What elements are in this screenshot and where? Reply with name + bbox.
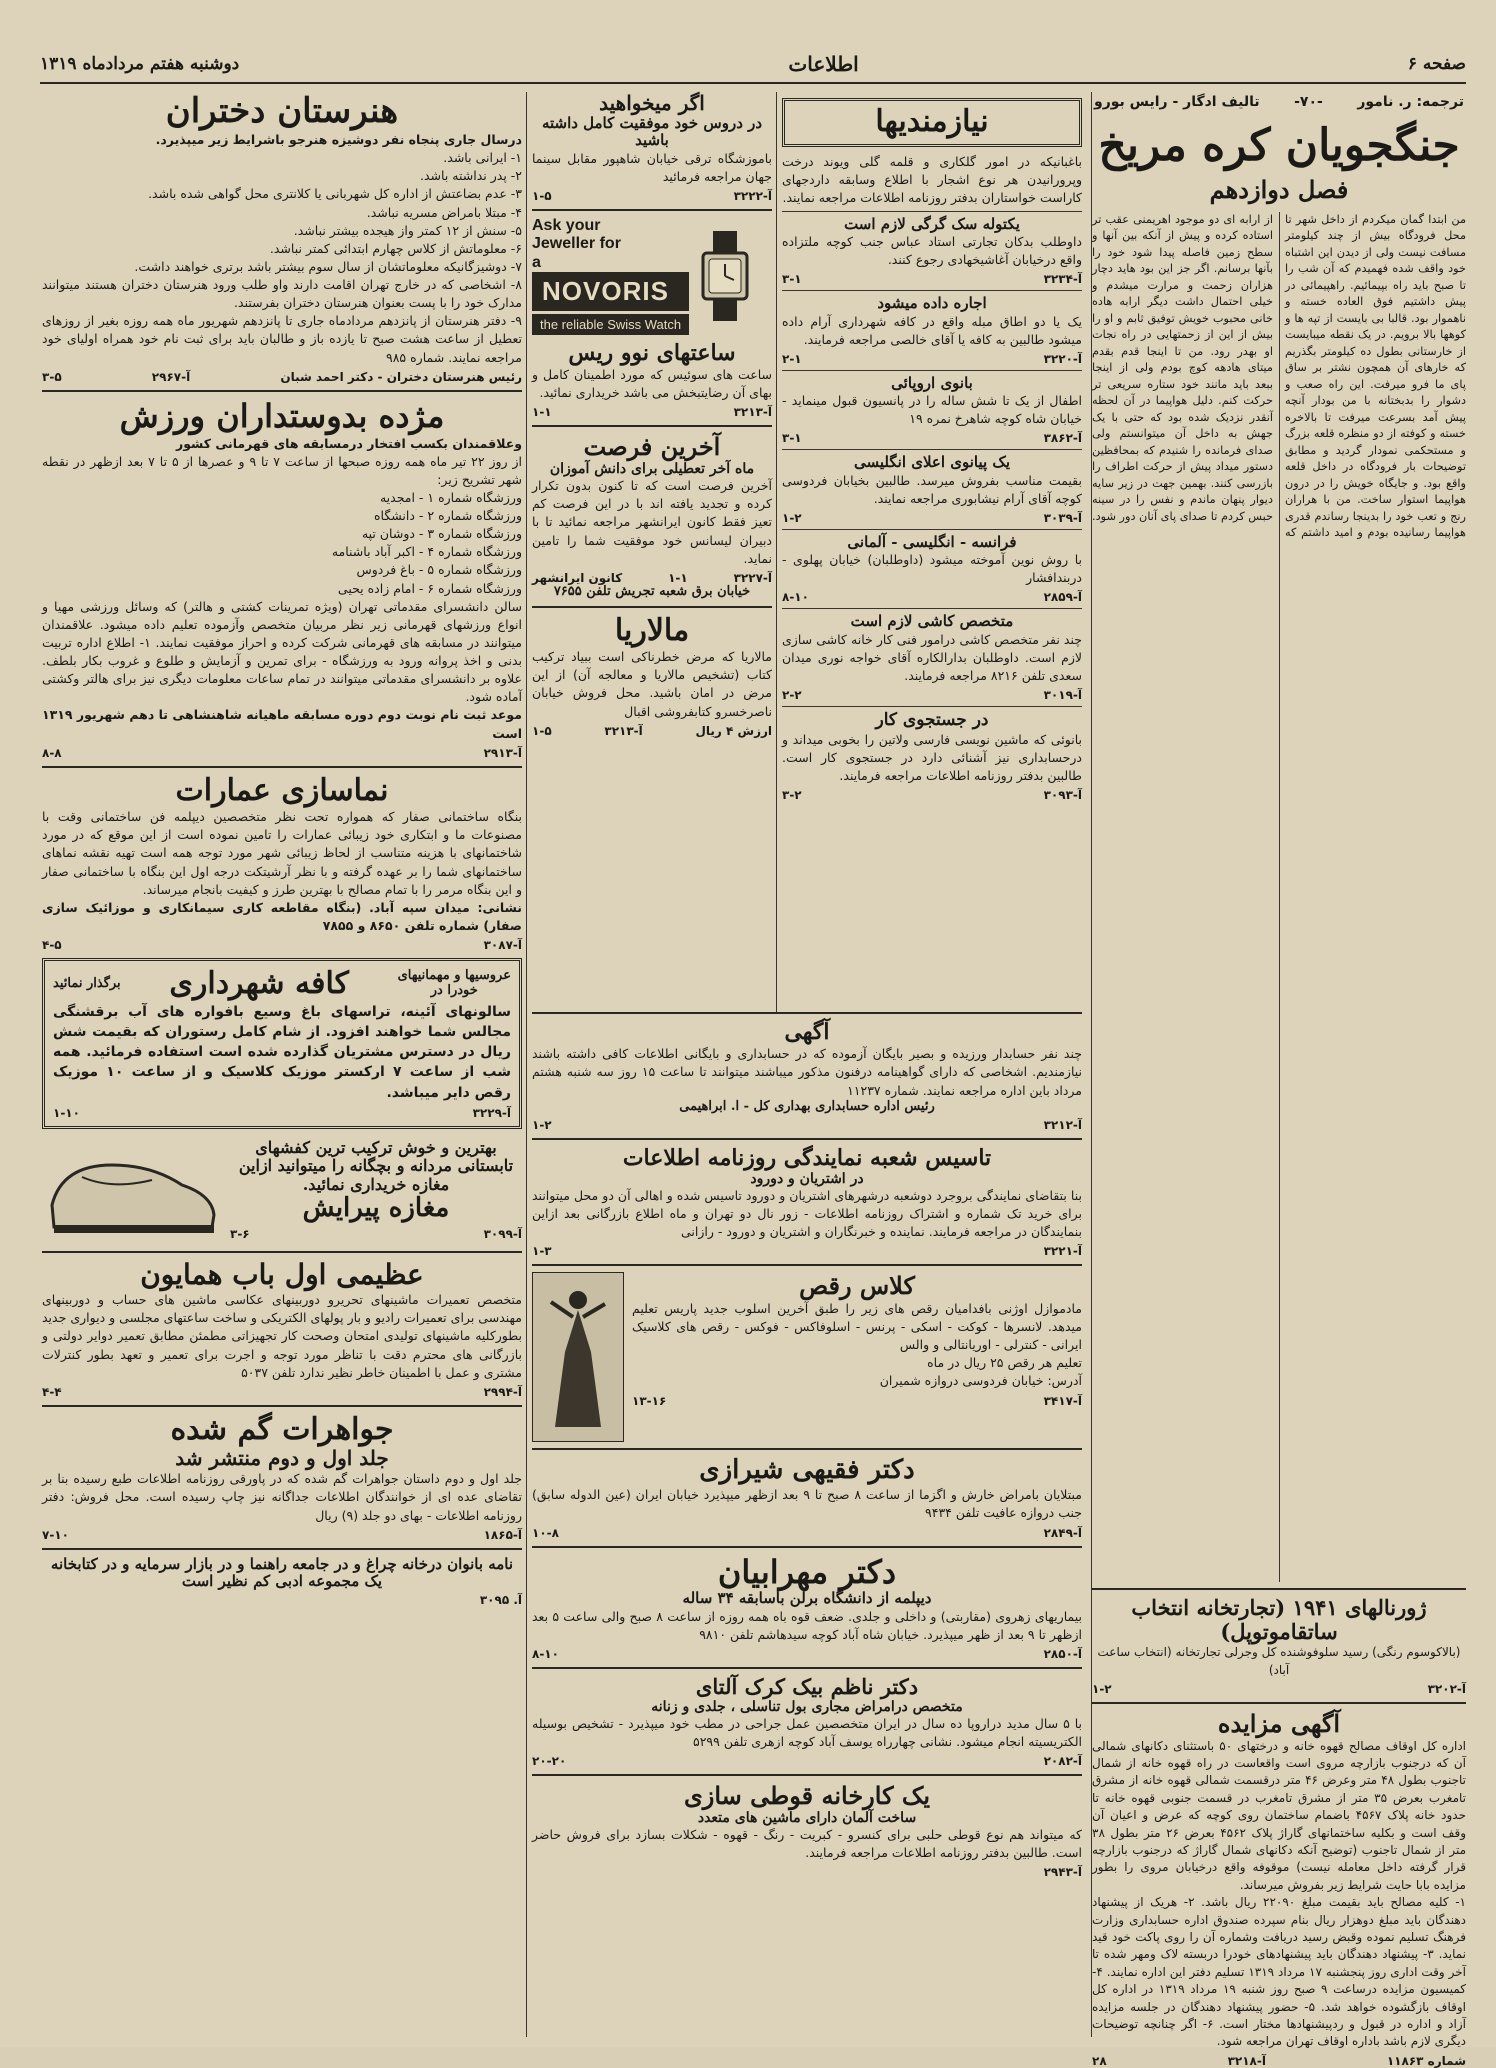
serial-author: تالیف ادگار - رایس بورو: [1094, 94, 1260, 110]
ad-code: آ-۳۰۸۷: [483, 938, 522, 953]
honar-title: هنرستان دختران: [165, 91, 399, 131]
classified-item: اطفال از یک تا شش ساله را در پانسیون قبول مینماید - خیابان شاه کوچه شاهرخ نمره ۱۹: [782, 393, 1082, 427]
ad-code: آ-۲۸۵۹: [1043, 590, 1082, 605]
watch-tagline: the reliable Swiss Watch: [532, 314, 689, 335]
dance-class-ad: [532, 1272, 1082, 1442]
dancer-illustration: [532, 1272, 624, 1442]
list-item: ورزشگاه شماره ۴ - اکبر آباد باشنامه: [331, 544, 522, 560]
varzesh-venues: [42, 489, 522, 598]
forsat-body: آخرین فرصت است که تا کنون بدون تکرار کرده و تجدید یافته اند با در این فرصت کم تعیز فقط کانون ایرانشهر مراجعه نمائید تا با دبیران لیسانس خود موفقیت شما را تامین نماید.: [532, 478, 772, 566]
ad-ref: ۴-۵: [42, 938, 62, 953]
tasis-title: تاسیس شعبه نمایندگی روزنامه اطلاعات: [622, 1144, 992, 1171]
varzesh-body: از روز ۲۲ تیر ماه همه روزه صبحها از ساعت ۷ تا ۹ و عصرها از ۵ تا ۷ بعد ازظهر در نقطه شهر تشریح زیر:: [42, 453, 522, 487]
list-item: ورزشگاه شماره ۶ - امام زاده یحیی: [337, 580, 522, 596]
mehrabian-title: دکتر مهرابیان: [717, 1552, 897, 1591]
agar-sub: در دروس خود موفقیت کامل داشته باشید: [541, 114, 763, 150]
ad-code: آ-۳۰۹۳: [1043, 787, 1082, 802]
niaz-header: [782, 98, 1082, 147]
issue-date: دوشنبه هفتم مردادماه ۱۳۱۹: [40, 54, 240, 74]
ad-ref: ۳-۱: [782, 431, 802, 446]
classified-title: یک پیانوی اعلای انگلیسی: [853, 453, 1010, 472]
nazem-title: دکتر ناظم بیک کرک آلتای: [695, 1673, 919, 1699]
classified-item: یک یا دو اطاق مبله واقع در کافه شهرداری آرام داده میشود طالبین به کافه یا آقای خالصی مراجعه فرمایند.: [782, 313, 1082, 347]
ad-code: آ-۳۲۱۸: [1227, 2053, 1266, 2068]
ad-ref: ۱-۵: [532, 188, 552, 203]
zoornaal-sub: (بالاکوسوم رنگی) رسید سلوفوشنده کل وجرلی تجارتخانه (انتخاب ساعت آباد): [1097, 1645, 1461, 1677]
classifieds-column: [782, 92, 1082, 1012]
column-rule: [526, 92, 527, 2037]
ad-code: آ-۳۲۰۲: [1427, 1682, 1466, 1697]
ad-ref: ۱-۲: [782, 510, 802, 525]
novoris-watch-ad: [532, 217, 772, 335]
nama-address: نشانی: میدان سپه آباد. (بنگاه مقاطعه کاری سیمانکاری و موزائیک سازی صفار) شماره تلفن ۸۶۵۰ و ۷۸۵۵: [42, 899, 522, 933]
watch-ask: Jeweller for: [532, 235, 621, 253]
watch-a: a: [532, 253, 541, 271]
forsat-name: کانون ایرانشهر: [532, 570, 623, 585]
javaher-sub: جلد اول و دوم منتشر شد: [175, 1446, 389, 1471]
malaria-title: مالاریا: [614, 612, 690, 648]
middle-ads: [532, 1012, 1082, 2037]
novoris-body: ساعت های سوئیس که مورد اطمینان کامل و بهای آن رضایتبخش می باشد خریداری نمائید.: [532, 367, 772, 401]
raghs-title: کلاس رقص: [799, 1271, 915, 1301]
classified-title: یکتوله سک گرگی لازم است: [844, 214, 1020, 233]
masthead: [40, 46, 1466, 84]
tasis-sub: در اشتریان و دورود: [750, 1170, 864, 1187]
ad-ref: ۲۰-۲۰: [532, 1754, 567, 1769]
agar-body: باموزشگاه ترقی خیابان شاهپور مقابل سینما جهان مراجعه فرمائید: [532, 150, 772, 184]
nama-body: بنگاه ساختمانی صفار که همواره تحت نظر متخصصین دیپلمه فن ساختمانی وقت با مصنوعات ما و ابتکاری خود زیبائی عمارات را تامین نموده است از این موقع که در مورد شاختمانهای با هزینه متناسب از لحاظ زیبائی شهر مورد توجه همه است تهیه نقشه نماهای ساختمانهای شما را بر عهده گرفته و با نظر آرشیتکت درجه اول این بنگاه با ساختمانی صفار و این بنگاه مرمر را با تمام مصالح با بهترین طرز و کیفیت بانجام میرساند.: [42, 809, 522, 897]
mehrabian-sub: دیپلمه از دانشگاه برلن باسابقه ۳۴ ساله: [682, 1589, 932, 1608]
ad-code: آ-۳۴۱۷: [1043, 1393, 1082, 1408]
ad-ref: ۳-۱: [782, 272, 802, 287]
ad-code: آ-۳۲۱۳: [604, 723, 643, 738]
ads-column-left: [42, 92, 522, 2037]
ad-code: آ-۲۹۶۷: [151, 369, 191, 384]
javaher-title: جواهرات گم شده: [170, 1411, 394, 1447]
ad-ref: ۱-۲: [532, 1117, 552, 1132]
zoornaal-title: ژورنالهای ۱۹۴۱ (تجارتخانه انتخاب ساتقاموتوپل): [1131, 1595, 1427, 1645]
mehrabian-body: بیماریهای زهروی (مقاربتی) و داخلی و جلدی. ضعف قوه باه همه روزه از ساعت ۸ صبح والی ساعت ۵ بعد ازظهر تا ۹ بعد از ظهر میپذیرد. خیابان شاه آباد کوچه سیدهاشم تلفن ۹۸۱۰: [532, 1608, 1082, 1642]
zoornaal-ad: [1092, 1596, 1466, 1696]
shoe-title: بهترین و خوش ترکیب ترین کفشهای تابستانی مردانه و بچگانه را میتوانید ازاین مغازه خریداری نمائید.: [238, 1137, 514, 1194]
ad-code: آ-۲۹۹۴: [483, 1384, 522, 1399]
malaria-price: ارزش ۴ ریال: [695, 723, 772, 738]
varzesh-title: مژده بدوستداران ورزش: [119, 396, 445, 435]
watch-ask: Ask your: [532, 216, 601, 234]
ad-code: آ-۳۰۳۹: [1043, 510, 1082, 525]
honar-sign: رئیس هنرستان دختران - دکتر احمد شبان: [280, 369, 522, 384]
ad-code: آ-۳۲۲۹: [472, 1106, 511, 1120]
ad-code: آ-۲۹۴۳: [1043, 1865, 1082, 1880]
list-item: ورزشگاه شماره ۵ - باغ فردوس: [356, 562, 522, 578]
ad-code: آ-۳۰۱۹: [1043, 688, 1082, 702]
raghs-body: مادموازل اوژنی بافدامیان رقص های زیر را طبق آخرین اسلوب جدید پاریس تعلیم میدهد. لانسرها - کوکت - اسکی - پرنس - اسلوفاکس - فوکس - رقص های کلاسیک ایرانی - کنترلی - اوریانتالی و والس: [632, 1300, 1082, 1353]
ad-code: آ-۳۸۶۲: [1043, 431, 1082, 446]
bottom-text: نامه بانوان درخانه چراغ و در جامعه راهنما و در بازار سرمایه و در کتابخانه یک مجموعه ادبی کم نظیر است: [50, 1554, 514, 1590]
novoris-title: ساعتهای نوو ریس: [568, 339, 736, 366]
ad-ref: ۱-۵: [532, 723, 552, 738]
list-item: ۳- عدم بضاعتش از اداره کل شهربانی یا کلانتری محل گواهی شده باشد.: [148, 186, 522, 202]
list-item: ۸- اشخاصی که در خارج تهران اقامت دارند واو طلب ورود هنرستان دختران هستند میتوانند مدارک خود را با پست بعنوان هنرستان دختران بفرستند.: [42, 277, 522, 311]
ad-ref: ۱-۱۰: [53, 1106, 80, 1120]
ad-code: آ-۳۲۲۰: [1043, 351, 1082, 366]
list-item: ورزشگاه شماره ۱ - امجدیه: [379, 489, 522, 505]
ad-ref: ۳-۲: [782, 787, 802, 802]
ad-code: آ-۲۸۵۰: [1043, 1646, 1082, 1661]
gooti-body: که میتواند هم نوع قوطی حلبی برای کنسرو - کبریت - رنگ - قهوه - شکلات بسازد برای فروش حاضر است. طالبین بدفتر روزنامه اطلاعات مراجعه فرمایند.: [532, 1826, 1082, 1861]
honar-sub: درسال جاری پنجاه نفر دوشیزه هنرجو باشرایط زیر میپذیرد.: [155, 132, 522, 148]
dancer-icon: [543, 1282, 613, 1432]
gooti-title: یک کارخانه قوطی سازی: [683, 1781, 931, 1811]
shirazi-title: دکتر فقیهی شیرازی: [699, 1455, 915, 1486]
shoe-icon: [42, 1135, 222, 1245]
ad-code: آ. ۳۰۹۵: [479, 1593, 522, 1608]
azimi-title: عظیمی اول باب همایون: [140, 1258, 424, 1291]
nazem-body: با ۵ سال مدید دراروپا ده سال در ایران متخصصین عمل جراحی در مطب خود میپذیرد - تشخیص بوسیله الکتریسیته انجام میشود. نشانی چهارراه یوسف آباد کوچه ازهری تلفن ۵۲۹۹: [532, 1716, 1083, 1750]
ad-code: آ-۲۹۱۳: [483, 745, 522, 760]
honar-conditions: [42, 149, 522, 367]
forsat-address: خیابان برق شعبه تجریش تلفن ۷۶۵۵: [553, 583, 751, 599]
classified-item: با روش نوین آموخته میشود (داوطلبان) خیابان پهلوی - دربندافشار: [782, 552, 1082, 586]
mozayede-items: ۱- کلیه مصالح باید بقیمت مبلغ ۲۲۰۹۰ ریال باشد. ۲- هریک از پیشنهاد دهندگان باید مبلغ دوهزار ریال بنام سپرده صندوق اداره حسابداری وزارت فرهنگ تسلیم نموده وقبض رسید دریافت وشماره آن را روی پاکت خود قید نماید. ۳- پیشنهاد دهندگان باید پیشنهادهای خودرا دربسته لاک ومهر شده تا آخر وقت اداری روز پنجشنبه ۱۷ مرداد ۱۳۱۹ تسلیم دفتر این اداره نمایند. ۴- کمیسیون مزایده درساعت ۹ صبح روز شنبه ۱۹ مرداد ۱۳۱۹ در اداره کل اوقاف بازگشوده خواهد شد. ۵- حضور پیشنهاد دهندگان در جلسه مزایده آزاد و اداره در قبول و ردپیشنهادها مختار است. ۶- اگر چنانچه توضیحات دیگری لازم باشد باداره اوقاف تهران مراجعه شود.: [1092, 1895, 1467, 2049]
agahi-body: چند نفر حسابدار ورزیده و بصیر بایگان آزموده که در حسابداری و بایگانی اطلاعات کافی داشته باشند نیازمندیم. اشخاصی که دارای گواهینامه درفنون مذکور میباشند میتوانند تا ساعت ۱۵ روز سه شنبه هشتم مرداد باین اداره مراجعه نمایند. شماره ۱۱۲۳۷: [532, 1046, 1083, 1098]
forsat-title: آخرین فرصت: [583, 432, 721, 462]
ad-code: آ-۲۰۸۲: [1043, 1754, 1082, 1769]
classified-title: فرانسه - انگلیسی - آلمانی: [847, 532, 1017, 551]
ad-ref: ۳-۶: [230, 1227, 250, 1242]
shirazi-body: مبتلایان بامراض خارش و اگزما از ساعت ۸ صبح تا ۹ بعد ازظهر میپذیرد خیابان ایران (عین الدوله سابق) جنب دروازه عافیت تلفن ۹۴۳۴: [532, 1487, 1082, 1521]
mozayede-ad: [1092, 1710, 1466, 2068]
tasis-body: بنا بتقاضای نمایندگی بروجرد دوشعبه درشهرهای اشتریان و دورود تاسیس شده و اهالی آن دو محل میتوانند برای خرید تک شماره و اشتراک روزنامه اطلاعات - زور نال دو تهران و ماه اطلاع بازرگانی بعد ازاین بنمایندگان در مراجعه فرمایند. نماینده و خبرنگاران و اشتریان و دورود - رازانی: [532, 1188, 1082, 1240]
ad-ref: ۲-۱: [782, 351, 802, 366]
gooti-sub: ساخت آلمان دارای ماشین های متعدد: [697, 1809, 917, 1826]
classified-item: داوطلب بدکان تجارتی استاد عباس جنب کوچه ملتزاده واقع درخیابان آغاشیخهادی رجوع کنند.: [782, 234, 1082, 268]
ad-ref: ۸-۱۰: [782, 590, 809, 605]
kafe-side: عروسیها و مهمانیهای: [397, 968, 511, 984]
ad-code: آ-۱۸۶۵: [483, 1527, 522, 1542]
ad-number: شماره ۱۱۸۶۳: [1386, 2053, 1466, 2068]
kafe-body: سالونهای آئینه، تراسهای باغ وسیع بافواره های آب برقشنگی مجالس شما خواهند افزود. از شام کامل رستوران که بقیمت شش ریال در دسترس مشتریان گذارده شده است استفاده فرمائید. همه شب از ساعت ۷ ارکستر موزیک کلاسیک و از ساعت ۱۰ موزیک رقص دایر میباشد.: [53, 1003, 511, 1101]
list-item: ۴- مبتلا بامراض مسریه نباشد.: [366, 204, 522, 220]
list-item: ۷- دوشیزگانیکه معلوماتشان از سال سوم بیشتر باشد برتری خواهند داشت.: [134, 258, 522, 274]
shoe-shop: مغازه پیرایش: [302, 1193, 450, 1224]
ads-column-narrow: [532, 92, 772, 1012]
list-item: ورزشگاه شماره ۲ - دانشگاه: [374, 508, 522, 524]
page-number: صفحه ۶: [1407, 54, 1466, 74]
serial-number: -۷۰-: [1294, 94, 1323, 110]
forsat-sub: ماه آخر تعطیلی برای دانش آموزان: [549, 461, 755, 478]
ad-code: آ-۳۲۲۷: [733, 570, 772, 585]
serial-translator: ترجمه: ر. نامور: [1357, 94, 1464, 110]
ad-ref: ۱۳-۱۶: [632, 1393, 667, 1408]
classified-item: چند نفر متخصص کاشی درامور فنی کار خانه کاشی سازی لازم است. داوطلبان بدارالکاره آقای خواجه نوری میدان سعدی تلفن ۸۲۱۶ مراجعه فرمایند.: [782, 631, 1082, 683]
ad-ref: ۷-۱۰: [42, 1527, 69, 1542]
classified-item: بانوئی که ماشین نویسی فارسی ولاتین را بخوبی میداند و درحسابداری نیز آشنائی دارد در جستجوی کار است. طالبین بدفتر روزنامه اطلاعات مراجعه فرمایند.: [782, 731, 1082, 783]
serial-title: جنگجویان کره مریخ: [1098, 120, 1460, 171]
ad-ref: ۱-۱: [532, 405, 552, 420]
mozayede-title: آگهی مزایده: [1217, 1709, 1341, 1739]
kafe-side: خودرا در: [430, 983, 478, 999]
kafe-side: برگذار نمائید: [53, 975, 121, 991]
ad-ref: ۴-۴: [42, 1384, 62, 1399]
nazem-sub: متخصص درامراض مجاری بول تناسلی ، جلدی و زنانه: [651, 1698, 963, 1715]
list-item: ۹- دفتر هنرستان از پانزدهم مردادماه جاری تا پانزدهم شهریور ماه همه روزه بغیر از روزهای تعطیل از ساعت هشت صبح تا یازده باز و طالبان باید برای ثبت نام خود همراه اولیای خود مراجعه نمایند. شماره ۹۸۵: [42, 313, 522, 365]
niaz-title: نیازمندیها: [875, 104, 989, 139]
azimi-body: متخصص تعمیرات ماشینهای تحریرو دوربینهای عکاسی ماشین های حساب و دوربینهای مهندسی برای تعمیرات رادیو و بار پولهای الکتریکی و ساخت ساعتهای مجلسی و دیواری جدید بطورکلیه ماشینهای تولیدی امتحان وصحت کار تجهیزاتی مطمئن مطابق تعمیر دوایر دولتی و بازرگانی های محترم دقت با تناظر مورد توجه و اجرت برای تعمیر و تعهد بطور کنترلات مشتری و عمل با اطمینان خاطر نظیر ندارد تلفن ۵۰۳۷: [42, 1292, 522, 1380]
classified-title: اجاره داده میشود: [877, 294, 987, 313]
varzesh-sub: وعلاقمندان بکسب افتخار درمسابقه های قهرمانی کشور: [176, 435, 522, 451]
classified-title: بانوی اروپائی: [891, 373, 973, 392]
classified-title: در جستجوی کار: [875, 710, 989, 730]
serial-column: [1092, 92, 1467, 2068]
classified-title: متخصص کاشی لازم است: [850, 612, 1014, 631]
ad-code: آ-۳۲۲۱: [1043, 1244, 1082, 1259]
ad-code: آ-۳۲۳۴: [1043, 272, 1082, 287]
nama-title: نماسازی عمارات: [175, 772, 389, 808]
mozayede-body: اداره کل اوقاف مصالح قهوه خانه و درختهای ۵۰ باستثنای دکانهای شمالی آن که درجنوب بازارچه مروی است واقعاست در راه قهوه خانه از شمال تاجنوب بطول ۴۸ متر وعرض ۴۶ متر درقسمت شمالی قهوه خانه از مشرق تامغرب بعرض ۳۵ متر از مشرق تامغرب در قسمت جنوبی قهوه خانه تا حدود خانه پلاک ۴۵۶۷ باضمام ساختمان روی کوچه که عرض و اعیان آن وقف است و بکلیه ساختمانهای گاراژ پلاک ۴۵۶۲ بعرض ۲۶ متر بطول ۳۸ متر از شمال تاجنوب (توضیح آنکه دکانهای شمال گاراژ که درجنوب بازارچه قرار گرفته داخل معامله نیست) موقوفه واقع درخیابان مروی را بطور مزایده بابا حایت شرایط زیر بفروش میرساند.: [1092, 1738, 1467, 1892]
ad-ref: ۲۸: [1092, 2053, 1107, 2068]
ad-ref: ۸-۸: [42, 745, 62, 760]
malaria-body: مالاریا که مرض خطرناکی است ببیاد ترکیب کتاب (تشخیص مالاریا و معالجه آن) از این مرض در امان باشید. محل فروش خیابان ناصرخسرو کتابفروشی اقبال: [532, 649, 772, 719]
raghs-address: آدرس: خیابان فردوسی دروازه شمیران: [879, 1373, 1082, 1389]
ad-ref: ۸-۱۰: [532, 1646, 559, 1661]
serial-text: من ابتدا گمان میکردم از داخل شهر تا محل فرودگاه بیش از چند کیلومتر مسافت نیست ولی از دیدن این اشتباه خود واقف شده فهمیدم که آن شب را تا صبح باید راه بپیمائیم. راهپیمائی در پیش داشتیم فوق العاده خسته و ناهموار بود. قالبا بی بایست از تپه ها و کوهها بالا برویم. در یک نقطه میبایست از خارستانی بطول ده کیلومتر بگذریم که خارهای آن همچون نشتر بر ساق پای ما فرو میرفت. این راه صعب و دشوار را بدبختانه با من بودار آنچه پیش آمد بسرعت میرفت تا بالاخره خسته و کوفته از دو منظره قلعه بزرگ و مستحکمی نمودار گردید و مطابق توضیحات بار فرودگاه در داخل قلعه واقع بود. و جایگاه خویش را در درون هواپیما استوار ساخت. من با هراران رنج و تعب خود را بدینجا رساندم قدری هواپیما رسانیده بودم و امید داشتم که از ارابه ای دو موجود اهریمنی عقب تر استاده کرده و پیش از آنکه بین آنها و سطح زمین فاصله پیدا شود خود را بآنها برسانم. اگر جز این بود هاید دچار هزاران زحمت و مرارت میشدم و خیلی احتمال داشت دیگر ارابه هاده خانی محبوب خویش توفیق ثابم و او را بیش از این از زحمتهایی در راه نجات او بهدر رود. من تا اینجا قدم بقدم میتای هادهه کوچ بودم ولی از اینجا ببعد باید مانند خود ستاره سریعی تر حرکت کنم. دلیل هواپیما در آن لحظه آنقدر نزدیک شده بود که حتی با یک جهش به داخل آن میتوانستم ولی صدای فرمانده را شنیدم که بمحافظین دستور میداد پیش از حرکت اطراف را بازرسی کنند. بهمین جهت در زیر سایه دیوار پنهان ماندم و نفس را در سینه حبس کردم تا صدای پای آنان دور شود.: [1092, 213, 1466, 540]
list-item: ۶- معلوماتش از کلاس چهارم ابتدائی کمتر نباشد.: [269, 240, 522, 256]
ad-ref: ۳-۵: [42, 369, 62, 384]
ad-ref: ۲-۲: [782, 688, 802, 702]
kafe-ad: [42, 958, 522, 1129]
list-item: ۵- سنش از ۱۲ کمتر واز هیجده بیشتر نباشد.: [293, 222, 522, 238]
kafe-title: کافه شهرداری: [169, 966, 349, 1002]
classified-item: بقیمت مناسب بفروش میرسد. طالبین بخیابان فردوسی کوچه آقای آرام نیشابوری مراجعه نمایند.: [782, 472, 1082, 506]
classified-item: باغبانیکه در امور گلکاری و قلمه گلی ویوند درخت وپرورانیدن هر نوع اشجار با اطلاع وسابقه داردجهای کاراست خواستاران بدفتر روزنامه اطلاعات مراجعه نمایند.: [782, 153, 1082, 205]
varzesh-note: موعد ثبت نام نوبت دوم دوره مسابقه ماهیانه شاهنشاهی تا دهم شهریور ۱۳۱۹ است: [42, 707, 522, 741]
column-rule: [776, 92, 777, 1012]
serial-chapter: فصل دوازدهم: [1209, 175, 1349, 204]
serial-header: [1092, 92, 1466, 114]
list-item: ۲- پدر نداشته باشد.: [420, 168, 522, 184]
ad-code: آ-۳۲۱۳: [733, 405, 772, 420]
shoe-ad: [42, 1135, 522, 1245]
ad-ref: ۱-۳: [532, 1244, 552, 1259]
agahi-title: آگهی: [784, 1019, 830, 1045]
ad-ref: ۱-۱: [668, 570, 688, 585]
raghs-price: تعلیم هر رقص ۲۵ ریال در ماه: [927, 1355, 1082, 1371]
varzesh-more: سالن دانشسرای مقدماتی تهران (ویژه تمرینات کشتی و هالتر) که وسائل ورزشی مهیا و انواع ورزشهای قهرمانی زیر نظر مربیان متخصص وآزموده تعلیم داده میشود. علاقمندان میتوانند در مسابقه های قهرمانی شرکت کرده و احراز موفقیت نمایند. ۱- اطلاع اداره تربیت بدنی و اخذ پروانه ورود به ورزشگاه - برای تمرین و آزمایش و طلوع و غروب بکار بلطف. علاوه بر دانشسرای مقدماتی میتوانند در تمام ساعات معلومات دیگری نیز برای هالتر وکشتی آماده شود.: [42, 598, 522, 705]
list-item: ورزشگاه شماره ۳ - دوشان تپه: [361, 526, 522, 542]
ad-code: آ-۳۰۹۹: [483, 1227, 522, 1242]
watch-brand: NOVORIS: [532, 272, 689, 311]
ad-code: آ-۳۲۲۲: [733, 188, 772, 203]
javaher-body: جلد اول و دوم داستان جواهرات گم شده که در پاورقی روزنامه اطلاعات طبع رسیده بنا بر تقاضای عده ای از خوانندگان اطلاعات جداگانه نیز چاپ رسیده است. محل فروش: دفتر روزنامه اطلاعات - بهای دو جلد (۹) ریال: [42, 1471, 522, 1523]
paper-name: اطلاعات: [788, 52, 859, 76]
ad-code: آ-۲۸۴۹: [1043, 1525, 1082, 1540]
agahi-sign: رئیس اداره حسابداری بهداری کل - ا. ابراهیمی: [679, 1098, 935, 1114]
ad-ref: ۱-۲: [1092, 1682, 1112, 1697]
ad-ref: ۱۰-۸: [532, 1525, 559, 1540]
wristwatch-icon: [695, 231, 755, 321]
agar-title: اگر میخواهید: [599, 91, 705, 115]
ad-code: آ-۳۲۱۲: [1043, 1117, 1082, 1132]
list-item: ۱- ایرانی باشد.: [443, 150, 522, 166]
